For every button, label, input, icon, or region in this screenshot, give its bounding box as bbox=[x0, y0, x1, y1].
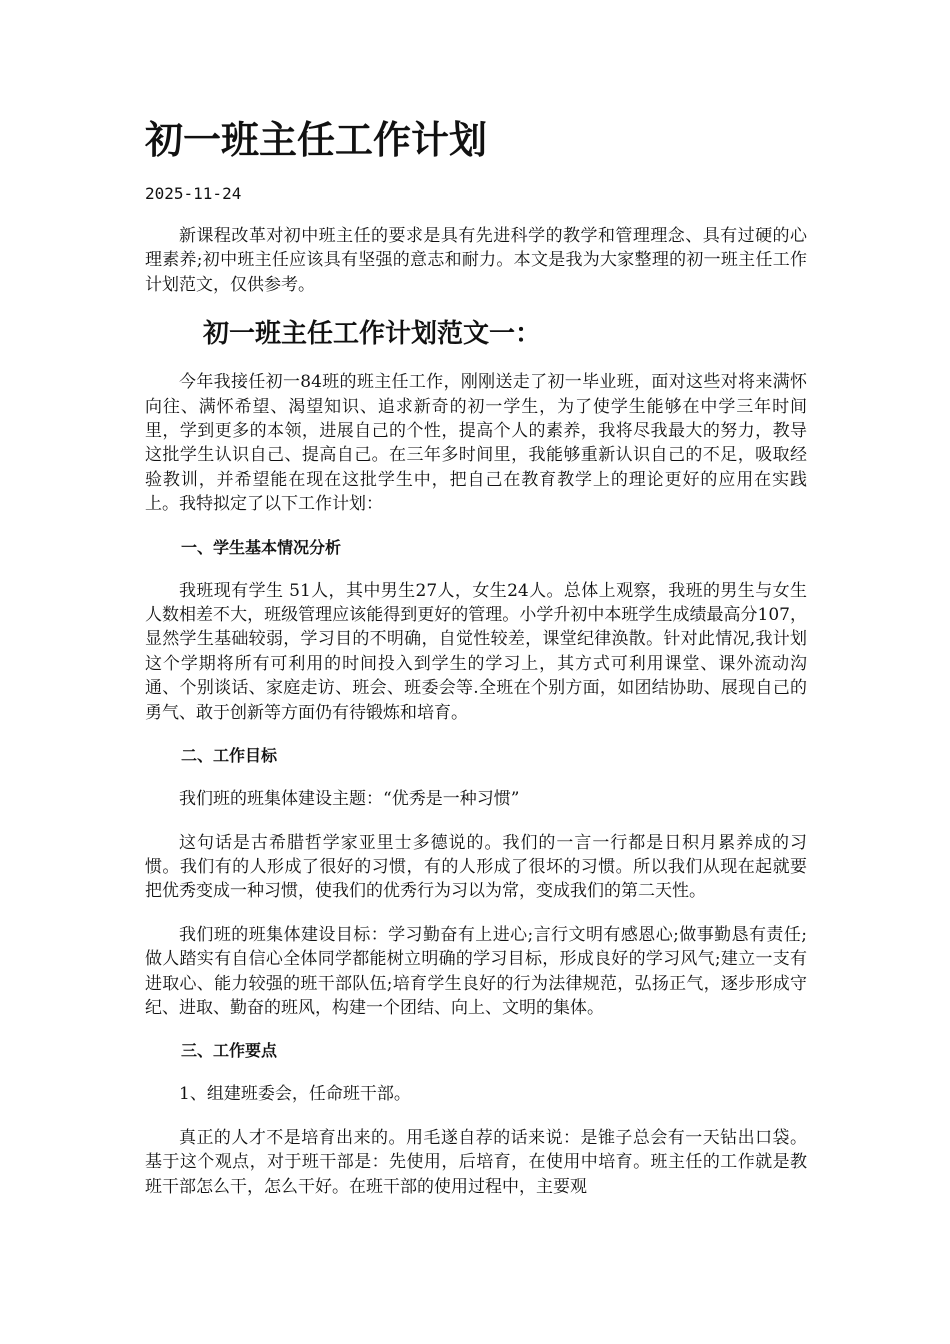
heading-student-analysis: 一、学生基本情况分析 bbox=[181, 537, 342, 557]
paragraph-2: 我班现有学生 51人，其中男生27人，女生24人。总体上观察，我班的男生与女生人数相差不大，班级管理应该能得到更好的管理。小学升初中本班学生成绩最高分107，显然学生基础较弱，学习目的不明确，自觉性较差，课堂纪律涣散。针对此情况,我计划这个学期将所有可利用的时间投入到学生的学习上，其方式可利用课堂、课外流动沟通、个别谈话、家庭走访、班会、班委会等.全班在个别方面，如团结协助、展现自己的勇气、敢于创新等方面仍有待锻炼和培育。 bbox=[145, 580, 807, 723]
paragraph-5: 我们班的班集体建设目标：学习勤奋有上进心;言行文明有感恩心;做事勤恳有责任;做人踏实有自信心全体同学都能树立明确的学习目标，形成良好的学习风气;建立一支有进取心、能力较强的班干部队伍;培育学生良好的行为法律规范，弘扬正气，逐步形成守纪、进取、勤奋的班风，构建一个团结、向上、文明的集体。 bbox=[145, 924, 807, 1018]
paragraph-3: 我们班的班集体建设主题：“优秀是一种习惯” bbox=[179, 789, 520, 810]
document-date: 2025-11-24 bbox=[145, 184, 242, 203]
intro-paragraph: 新课程改革对初中班主任的要求是具有先进科学的教学和管理理念、具有过硬的心理素养;初中班主任应该具有坚强的意志和耐力。本文是我为大家整理的初一班主任工作计划范文，仅供参考。 bbox=[145, 226, 807, 295]
paragraph-4: 这句话是古希腊哲学家亚里士多德说的。我们的一言一行都是日积月累养成的习惯。我们有的人形成了很好的习惯，有的人形成了很坏的习惯。所以我们从现在起就要把优秀变成一种习惯，使我们的优秀行为习以为常，变成我们的第二天性。 bbox=[145, 832, 807, 902]
document-body bbox=[145, 224, 807, 1218]
paragraph-6: 1、组建班委会，任命班干部。 bbox=[179, 1084, 411, 1105]
section-title: 初一班主任工作计划范文一： bbox=[203, 319, 542, 350]
document-title: 初一班主任工作计划 bbox=[145, 117, 488, 162]
heading-work-goals: 二、工作目标 bbox=[181, 746, 278, 766]
heading-work-points: 三、工作要点 bbox=[181, 1041, 278, 1061]
paragraph-7: 真正的人才不是培育出来的。用毛遂自荐的话来说：是锥子总会有一天钻出口袋。基于这个观点，对于班干部是：先使用，后培育，在使用中培育。班主任的工作就是教班干部怎么干，怎么干好。在班干部的使用过程中，主要观 bbox=[145, 1127, 807, 1197]
paragraph-1: 今年我接任初一84班的班主任工作，刚刚送走了初一毕业班，面对这些对将来满怀向往、满怀希望、渴望知识、追求新奇的初一学生，为了使学生能够在中学三年时间里，学到更多的本领，进展自己的个性，提高个人的素养，我将尽我最大的努力，教导这批学生认识自己、提高自己。在三年多时间里，我能够重新认识自己的不足，吸取经验教训，并希望能在现在这批学生中，把自己在教育教学上的理论更好的应用在实践上。我特拟定了以下工作计划： bbox=[145, 372, 807, 515]
